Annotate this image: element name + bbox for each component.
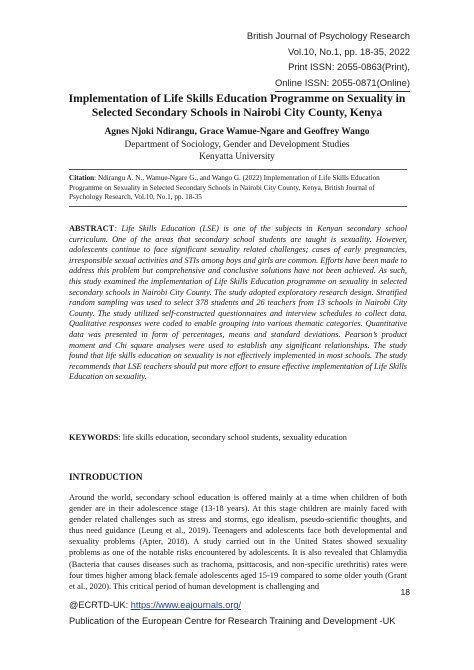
abstract-label: ABSTRACT bbox=[69, 224, 115, 233]
citation-top-rule bbox=[69, 169, 407, 170]
introduction-body: Around the world, secondary school education is offered mainly at a time when children of both gender are in their adolescence stage (13-18 years). At this stage children are mainly faced with gender related challenges such as stress and storms, ego idealism, pseudo-scientific thoughts, and thus need guidance (Leung et al., 2019). Teenagers and adolescents face both developmental and sexuality problems (Apter, 2018). A study carried out in the United States showed sexuality problems as one of the notable risks encountered by adolescents. It is also revealed that Chlamydia (Bacteria that causes diseases such as trachoma, psittacosis, and non-specific urethritis) rates were four times higher among black female adolescents aged 15-19 compared to some older youth (Grant et al., 2020). This critical period of human development is challenging and bbox=[69, 493, 407, 591]
citation-block bbox=[69, 174, 407, 203]
online-issn: Online ISSN: 2055-0871(Online) bbox=[275, 75, 410, 93]
citation-bottom-rule bbox=[69, 206, 407, 207]
keywords-block bbox=[69, 433, 407, 444]
introduction-heading: INTRODUCTION bbox=[69, 472, 143, 482]
citation-text: : Ndirangu A. N., Wamue-Ngare G., and Wango G. (2022) Implementation of Life Skills Education Programme on Sexuality in Selected Secondary Schools in Nairobi City County, Kenya, British Journal of Psychology Research, Vol.10, No.1, pp. 18-35 bbox=[69, 174, 380, 202]
abstract-block bbox=[69, 224, 407, 383]
abstract-text: : Life Skills Education (LSE) is one of the subjects in Kenyan secondary school curriculum. One of the areas that secondary school students are taught is sexuality. However, adolescents continue to face significant sexuality related challenges; cases of early pregnancies, irresponsible sexual activities and STIs among boys and girls are common. Efforts have been made to address this problem but comprehensive and conclusive solutions have not been achieved. As such, this study examined the implementation of Life Skills Education programme on sexuality in selected secondary schools in Nairobi City County. The study adopted exploratory research design. Stratified random sampling was used to select 378 students and 26 teachers from 13 schools in Nairobi City County. The study utilized self-constructed questionnaires and interview schedules to collect data. Qualitative responses were coded to enable grouping into various thematic categories. Quantitative data was presented in form of percentages, means and standard deviations. Pearson’s product moment and Chi square analyses were used to establish any significant relationships. The study found that life skills education on sexuality is not effectively implemented in most schools. The study recommends that LSE teachers should put more effort to ensure effective implementation of Life Skills Education on sexuality. bbox=[69, 224, 407, 382]
author-names: Agnes Njoki Ndirangu, Grace Wamue-Ngare and Geoffrey Wango bbox=[104, 127, 370, 137]
page-footer bbox=[69, 597, 414, 629]
author-university: Kenyatta University bbox=[199, 152, 275, 162]
journal-volume: Vol.10, No.1, pp. 18-35, 2022 bbox=[288, 45, 410, 57]
footer-prefix: @ECRTD-UK: bbox=[69, 600, 131, 610]
author-block bbox=[60, 126, 414, 164]
footer-publisher: Publication of the European Centre for Research Training and Development -UK bbox=[69, 616, 396, 626]
keywords-text: : life skills education, secondary school students, sexuality education bbox=[118, 433, 347, 442]
page-number: 18 bbox=[400, 587, 410, 597]
journal-website-link[interactable]: https://www.eajournals.org/ bbox=[130, 600, 242, 610]
print-issn: Print ISSN: 2055-0863(Print), bbox=[288, 61, 410, 72]
citation-label: Citation bbox=[69, 174, 95, 182]
keywords-label: KEYWORDS bbox=[69, 433, 119, 442]
author-department: Department of Sociology, Gender and Development Studies bbox=[124, 139, 350, 150]
journal-header bbox=[170, 28, 410, 92]
journal-name: British Journal of Psychology Research bbox=[246, 30, 410, 41]
article-title: Implementation of Life Skills Education Programme on Sexuality in Selected Secondary Schools in Nairobi City County, Kenya bbox=[68, 92, 406, 119]
